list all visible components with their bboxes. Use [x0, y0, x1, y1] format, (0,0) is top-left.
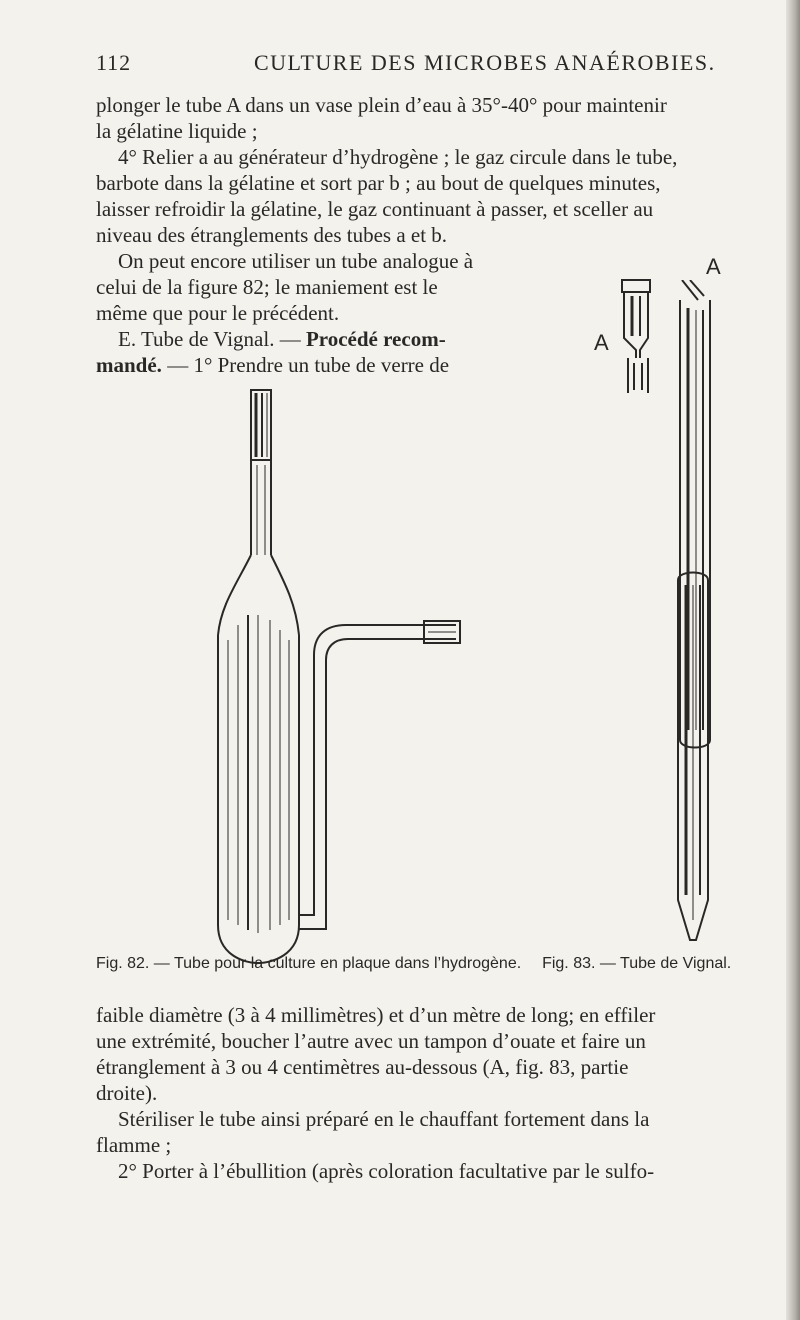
- text-line: [118, 326, 446, 352]
- fig83-right-illustration: [668, 280, 748, 960]
- label-a-right: A: [706, 254, 721, 279]
- text-line: laisser refroidir la gélatine, le gaz continuant à passer, et sceller au: [96, 197, 654, 221]
- label-a-left: A: [594, 330, 609, 355]
- fig82-illustration: [196, 385, 476, 975]
- page-header: [96, 50, 776, 80]
- text-line: [96, 352, 449, 378]
- text-line: 2° Porter à l’ébullition (après coloration facultative par le sulfo-: [118, 1159, 655, 1183]
- text-line: niveau des étranglements des tubes a et b.: [96, 223, 448, 247]
- text-line: la gélatine liquide ;: [96, 119, 258, 143]
- text-line: celui de la figure 82; le maniement est le: [96, 275, 438, 299]
- text-line: barbote dans la gélatine et sort par b ; au bout de quelques minutes,: [96, 171, 661, 195]
- running-title: CULTURE DES MICROBES ANAÉROBIES.: [254, 50, 716, 75]
- text-line: droite).: [96, 1081, 158, 1105]
- section-heading: E. Tube de Vignal. —: [118, 327, 306, 351]
- text-line: flamme ;: [96, 1133, 172, 1157]
- fig83-caption: Fig. 83. — Tube de Vignal.: [542, 955, 732, 972]
- text-line: étranglement à 3 ou 4 centimètres au-dessous (A, fig. 83, partie: [96, 1055, 629, 1079]
- page-edge: [786, 0, 800, 1320]
- fig82-caption: Fig. 82. — Tube pour la culture en plaque dans l’hydrogène.: [96, 955, 522, 972]
- text-line: une extrémité, boucher l’autre avec un tampon d’ouate et faire un: [96, 1029, 646, 1053]
- figure-captions: [96, 955, 731, 973]
- section-emphasis: mandé.: [96, 353, 162, 377]
- text-line: même que pour le précédent.: [96, 301, 340, 325]
- page-number: 112: [96, 50, 132, 75]
- text-line: faible diamètre (3 à 4 millimètres) et d’un mètre de long; en effiler: [96, 1003, 656, 1027]
- section-emphasis: Procédé recom-: [305, 327, 446, 351]
- text-line: Stériliser le tube ainsi préparé en le chauffant fortement dans la: [118, 1107, 650, 1131]
- text-line: plonger le tube A dans un vase plein d’eau à 35°-40° pour maintenir: [96, 93, 667, 117]
- text-line: On peut encore utiliser un tube analogue à: [118, 249, 474, 273]
- fig83-left-illustration: [608, 278, 668, 398]
- text-fragment: — 1° Prendre un tube de verre de: [161, 353, 450, 377]
- text-line: 4° Relier a au générateur d’hydrogène ; le gaz circule dans le tube,: [118, 145, 678, 169]
